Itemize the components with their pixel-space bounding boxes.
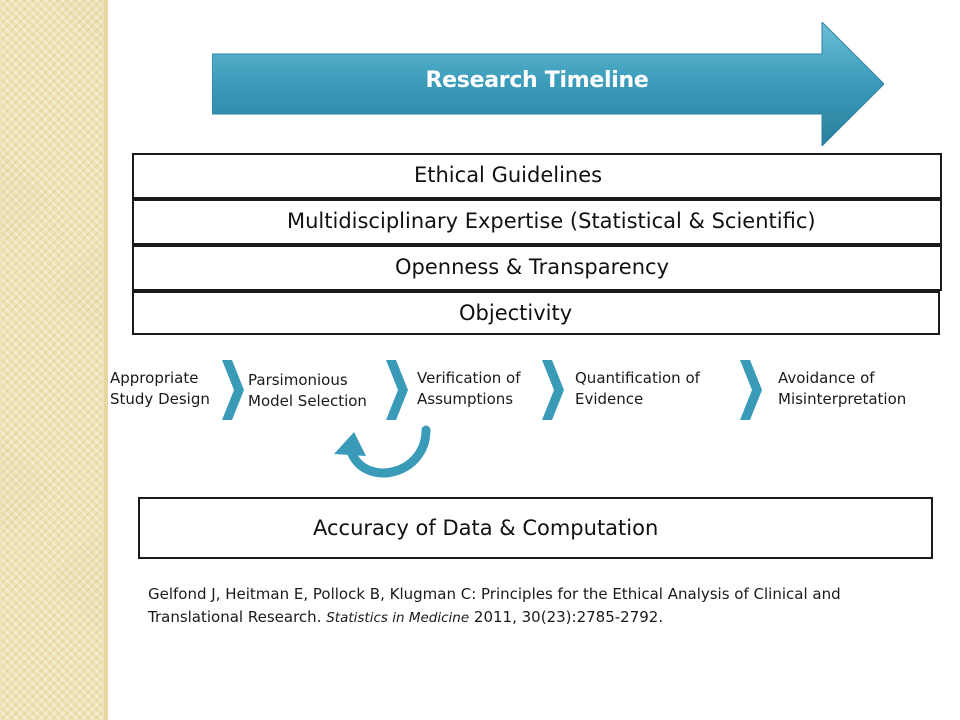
step-verification-of-assumptions [417,368,521,410]
step-line: Verification of [417,369,521,387]
sidebar-edge [104,0,108,720]
step-line: Misinterpretation [778,390,907,408]
foundation-label: Accuracy of Data & Computation [313,516,659,540]
layer-label: Ethical Guidelines [414,163,603,187]
citation-text: Gelfond J, Heitman E, Pollock B, Klugman C: Principles for the Ethical Analysis of Clinical and Translational Research. [148,585,841,626]
step-appropriate-study-design [110,368,210,410]
layer-label: Openness & Transparency [395,255,669,279]
chevron-right-icon [384,358,410,422]
decorative-sidebar [0,0,104,720]
step-line: Model Selection [248,392,367,410]
step-line: Parsimonious [248,371,348,389]
layer-objectivity [132,291,940,335]
layer-label: Objectivity [459,301,573,325]
step-line: Assumptions [417,390,514,408]
step-line: Study Design [110,390,210,408]
chevron-right-icon [738,358,764,422]
layer-ethical-guidelines [132,153,942,199]
step-line: Avoidance of [778,369,875,387]
step-line: Appropriate [110,369,199,387]
chevron-right-icon [540,358,566,422]
layer-openness-transparency [132,245,942,291]
citation-journal: Statistics in Medicine [326,610,470,626]
step-avoidance-of-misinterpretation [778,368,906,410]
layer-multidisciplinary-expertise [132,199,942,245]
chevron-right-icon [220,358,246,422]
layer-label: Multidisciplinary Expertise (Statistical & Scientific) [287,209,816,233]
research-timeline-arrow [212,22,884,146]
citation [148,583,868,630]
curved-arrow-icon [330,424,440,488]
citation-volume: 2011, 30(23):2785-2792. [473,608,664,626]
banner-title: Research Timeline [425,68,649,93]
step-quantification-of-evidence [575,368,700,410]
foundation-accuracy-bar [138,497,933,559]
step-line: Quantification of [575,369,700,387]
step-parsimonious-model-selection [248,370,367,412]
step-line: Evidence [575,390,644,408]
